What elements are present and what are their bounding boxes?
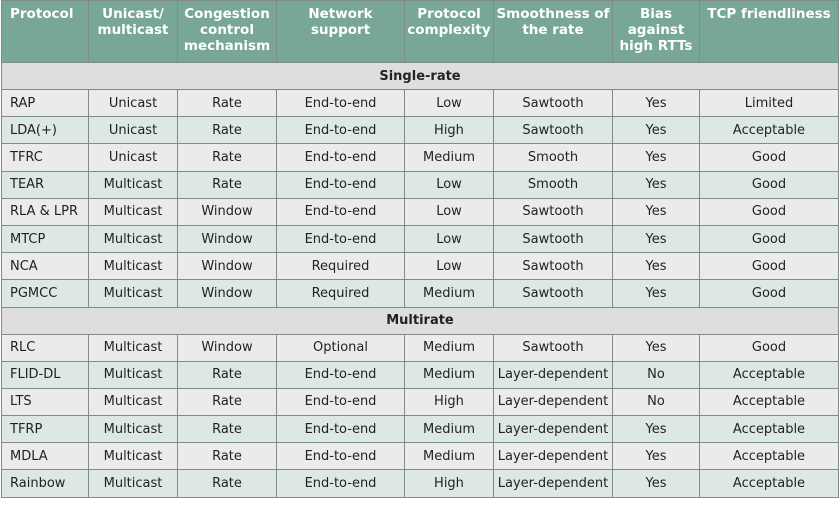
cell-protocol: MTCP xyxy=(2,225,89,252)
cell-cast: Multicast xyxy=(89,253,178,280)
cell-protocol: RAP xyxy=(2,90,89,117)
cell-protocol: TEAR xyxy=(2,171,89,198)
cell-tcp: Acceptable xyxy=(700,416,839,443)
cell-tcp: Good xyxy=(700,198,839,225)
cell-protocol: Rainbow xyxy=(2,470,89,497)
cell-cast: Multicast xyxy=(89,361,178,388)
cell-tcp: Acceptable xyxy=(700,443,839,470)
cell-complexity: Medium xyxy=(405,361,494,388)
column-header-complexity: Protocol complexity xyxy=(405,1,494,63)
cell-network: End-to-end xyxy=(277,198,405,225)
cell-cast: Multicast xyxy=(89,225,178,252)
cell-complexity: Medium xyxy=(405,334,494,361)
cell-cast: Multicast xyxy=(89,416,178,443)
table-row xyxy=(2,144,839,171)
table-row xyxy=(2,90,839,117)
cell-bias: Yes xyxy=(613,171,700,198)
table-row xyxy=(2,280,839,307)
cell-bias: Yes xyxy=(613,416,700,443)
cell-smoothness: Smooth xyxy=(494,171,613,198)
cell-smoothness: Layer-dependent xyxy=(494,388,613,415)
cell-tcp: Acceptable xyxy=(700,470,839,497)
cell-network: End-to-end xyxy=(277,388,405,415)
cell-congestion: Window xyxy=(178,334,277,361)
cell-network: End-to-end xyxy=(277,225,405,252)
cell-tcp: Good xyxy=(700,334,839,361)
cell-tcp: Good xyxy=(700,253,839,280)
cell-complexity: Low xyxy=(405,225,494,252)
cell-tcp: Good xyxy=(700,144,839,171)
cell-protocol: TFRC xyxy=(2,144,89,171)
cell-cast: Multicast xyxy=(89,280,178,307)
cell-congestion: Window xyxy=(178,280,277,307)
cell-bias: Yes xyxy=(613,443,700,470)
cell-bias: Yes xyxy=(613,144,700,171)
column-header-cast: Unicast/ multicast xyxy=(89,1,178,63)
cell-complexity: Medium xyxy=(405,144,494,171)
cell-congestion: Rate xyxy=(178,443,277,470)
cell-tcp: Acceptable xyxy=(700,361,839,388)
cell-cast: Unicast xyxy=(89,144,178,171)
cell-cast: Multicast xyxy=(89,171,178,198)
cell-network: Required xyxy=(277,253,405,280)
cell-congestion: Rate xyxy=(178,144,277,171)
cell-tcp: Acceptable xyxy=(700,388,839,415)
column-header-bias: Bias against high RTTs xyxy=(613,1,700,63)
cell-cast: Multicast xyxy=(89,334,178,361)
cell-network: End-to-end xyxy=(277,443,405,470)
cell-congestion: Rate xyxy=(178,90,277,117)
cell-cast: Multicast xyxy=(89,470,178,497)
column-header-congestion: Congestion control mechanism xyxy=(178,1,277,63)
table-row xyxy=(2,171,839,198)
table-row xyxy=(2,198,839,225)
cell-congestion: Window xyxy=(178,225,277,252)
cell-complexity: Low xyxy=(405,171,494,198)
cell-congestion: Window xyxy=(178,198,277,225)
cell-tcp: Acceptable xyxy=(700,117,839,144)
cell-protocol: TFRP xyxy=(2,416,89,443)
cell-smoothness: Sawtooth xyxy=(494,334,613,361)
cell-complexity: High xyxy=(405,388,494,415)
table-row xyxy=(2,225,839,252)
cell-bias: No xyxy=(613,388,700,415)
cell-smoothness: Smooth xyxy=(494,144,613,171)
cell-network: End-to-end xyxy=(277,144,405,171)
column-header-smoothness: Smoothness of the rate xyxy=(494,1,613,63)
cell-tcp: Good xyxy=(700,225,839,252)
table-row xyxy=(2,334,839,361)
cell-bias: Yes xyxy=(613,280,700,307)
cell-tcp: Limited xyxy=(700,90,839,117)
cell-bias: Yes xyxy=(613,117,700,144)
table-row xyxy=(2,361,839,388)
cell-bias: Yes xyxy=(613,470,700,497)
cell-cast: Multicast xyxy=(89,388,178,415)
header-row xyxy=(2,1,839,63)
cell-network: End-to-end xyxy=(277,470,405,497)
cell-protocol: FLID-DL xyxy=(2,361,89,388)
table-row xyxy=(2,253,839,280)
cell-smoothness: Sawtooth xyxy=(494,90,613,117)
cell-smoothness: Sawtooth xyxy=(494,280,613,307)
cell-protocol: NCA xyxy=(2,253,89,280)
cell-smoothness: Layer-dependent xyxy=(494,416,613,443)
cell-network: End-to-end xyxy=(277,171,405,198)
table-row xyxy=(2,470,839,497)
cell-bias: Yes xyxy=(613,198,700,225)
cell-cast: Unicast xyxy=(89,117,178,144)
cell-bias: Yes xyxy=(613,334,700,361)
cell-bias: No xyxy=(613,361,700,388)
cell-network: End-to-end xyxy=(277,361,405,388)
cell-protocol: RLA & LPR xyxy=(2,198,89,225)
section-title: Single-rate xyxy=(2,63,839,90)
cell-protocol: LDA(+) xyxy=(2,117,89,144)
cell-smoothness: Layer-dependent xyxy=(494,470,613,497)
cell-cast: Multicast xyxy=(89,198,178,225)
table-row xyxy=(2,388,839,415)
cell-congestion: Rate xyxy=(178,388,277,415)
cell-network: End-to-end xyxy=(277,117,405,144)
cell-bias: Yes xyxy=(613,253,700,280)
cell-network: End-to-end xyxy=(277,90,405,117)
cell-bias: Yes xyxy=(613,90,700,117)
section-title: Multirate xyxy=(2,307,839,334)
cell-congestion: Rate xyxy=(178,416,277,443)
cell-protocol: LTS xyxy=(2,388,89,415)
cell-cast: Multicast xyxy=(89,443,178,470)
table-row xyxy=(2,117,839,144)
cell-complexity: High xyxy=(405,117,494,144)
table-body xyxy=(2,63,839,498)
cell-smoothness: Sawtooth xyxy=(494,225,613,252)
cell-smoothness: Sawtooth xyxy=(494,253,613,280)
cell-complexity: Medium xyxy=(405,443,494,470)
cell-bias: Yes xyxy=(613,225,700,252)
protocol-comparison-table xyxy=(1,0,839,498)
cell-protocol: RLC xyxy=(2,334,89,361)
cell-congestion: Window xyxy=(178,253,277,280)
cell-complexity: Medium xyxy=(405,280,494,307)
cell-network: Optional xyxy=(277,334,405,361)
cell-smoothness: Layer-dependent xyxy=(494,443,613,470)
cell-smoothness: Layer-dependent xyxy=(494,361,613,388)
cell-congestion: Rate xyxy=(178,171,277,198)
section-row xyxy=(2,63,839,90)
section-row xyxy=(2,307,839,334)
cell-complexity: Low xyxy=(405,198,494,225)
cell-cast: Unicast xyxy=(89,90,178,117)
cell-protocol: MDLA xyxy=(2,443,89,470)
table-row xyxy=(2,416,839,443)
column-header-protocol: Protocol xyxy=(2,1,89,63)
cell-congestion: Rate xyxy=(178,361,277,388)
column-header-network: Network support xyxy=(277,1,405,63)
cell-tcp: Good xyxy=(700,280,839,307)
cell-congestion: Rate xyxy=(178,117,277,144)
column-header-tcp: TCP friendliness xyxy=(700,1,839,63)
cell-complexity: Medium xyxy=(405,416,494,443)
cell-complexity: Low xyxy=(405,90,494,117)
cell-protocol: PGMCC xyxy=(2,280,89,307)
cell-complexity: High xyxy=(405,470,494,497)
cell-complexity: Low xyxy=(405,253,494,280)
cell-congestion: Rate xyxy=(178,470,277,497)
cell-smoothness: Sawtooth xyxy=(494,198,613,225)
table-row xyxy=(2,443,839,470)
cell-network: Required xyxy=(277,280,405,307)
cell-network: End-to-end xyxy=(277,416,405,443)
cell-tcp: Good xyxy=(700,171,839,198)
cell-smoothness: Sawtooth xyxy=(494,117,613,144)
